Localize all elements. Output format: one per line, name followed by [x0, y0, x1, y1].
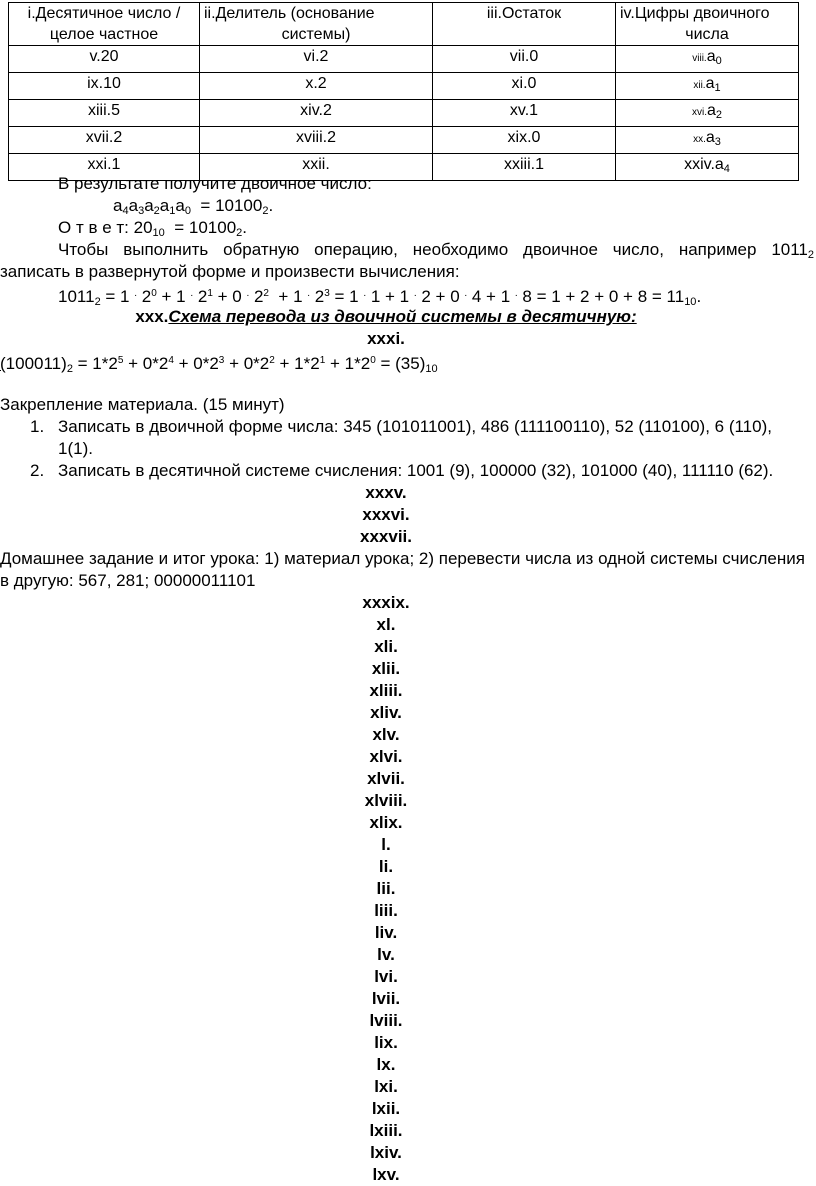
table-row [9, 46, 799, 73]
roman-numeral: lvii. [371, 989, 401, 1008]
table-cell: $xx.a_3$ [616, 127, 799, 154]
list-item-1: 1. [30, 417, 45, 436]
table-cell: xxiii.1 [433, 154, 616, 181]
roman-numeral: xxxvii. [360, 527, 412, 546]
table-cell: x.2 [200, 73, 433, 100]
header-decimal: i.Десятичное число / целое частное [9, 3, 200, 46]
list-item-1-continuation: 1(1). [58, 439, 93, 458]
roman-numeral: lix. [374, 1033, 398, 1052]
table-cell: $xxiv.a_4$ [616, 154, 799, 181]
table-header-row [9, 3, 799, 46]
roman-numeral: xxxvi. [362, 505, 410, 524]
roman-numeral: lxv. [372, 1165, 400, 1184]
list-item-2: 2. [30, 461, 45, 480]
table-cell: v.20 [9, 46, 200, 73]
header-binary-digits: iv.Цифры двоичного числа [616, 3, 799, 46]
expanded-form-calculation: $1011_2 = 1$ . $2^0 + 1$ . $2^1 + 0$ . $2^2 + 1$ . $2^3 = 1$ . 1 + 1 . 2 + 0 . 4 + 1 . $8 = 1 + 2 + 0 + 8 = 11_{10}$. [58, 287, 702, 308]
roman-numeral: xlvii. [367, 769, 405, 788]
binary-to-decimal-formula: $(100011)_2 = 1*2^5 + 0*2^4 + 0*2^3 + 0*2^2 + 1*2^1 + 1*2^0 = (35)_{10}$ [0, 354, 438, 375]
table-cell: $xvi.a_2$ [616, 100, 799, 127]
roman-numeral: lxi. [374, 1077, 398, 1096]
binary-result-formula: $a_4a_3a_2a_1a_0 = 10100_2$. [113, 196, 274, 217]
roman-numeral: xliii. [369, 681, 403, 700]
roman-numeral: xl. [376, 615, 396, 634]
roman-numeral: xli. [374, 637, 398, 656]
table-row [9, 100, 799, 127]
homework-line2: в другую: 567, 281; 00000011101 [0, 571, 256, 590]
table-cell: $viii.a_0$ [616, 46, 799, 73]
table-cell: xxii. [200, 154, 433, 181]
header-remainder: iii.Остаток [433, 3, 616, 46]
table-row [9, 73, 799, 100]
roman-numeral: xliv. [370, 703, 402, 722]
roman-numeral: lxii. [371, 1099, 401, 1118]
table-cell: xiii.5 [9, 100, 200, 127]
table-cell: ix.10 [9, 73, 200, 100]
answer-line: О т в е т: $20_{10} = 10100_2$. [58, 218, 248, 239]
roman-numeral: xxxix. [362, 593, 410, 612]
result-intro: В результате получите двоичное число: [58, 174, 372, 193]
roman-numeral: lii. [376, 879, 396, 898]
reverse-operation-line1: Чтобы выполнить обратную операцию, необходимо двоичное число, например $1011_2$ [58, 240, 814, 261]
table-cell: xxi.1 [9, 154, 200, 181]
roman-numeral: lviii. [369, 1011, 403, 1030]
roman-numeral: li. [378, 857, 394, 876]
roman-numeral: xlv. [372, 725, 400, 744]
table-cell: xi.0 [433, 73, 616, 100]
roman-numeral: xlix. [369, 813, 403, 832]
table-cell: $xii.a_1$ [616, 73, 799, 100]
table-cell: vii.0 [433, 46, 616, 73]
table-cell: xviii.2 [200, 127, 433, 154]
roman-numeral: lx. [376, 1055, 396, 1074]
roman-numeral: liii. [374, 901, 398, 920]
roman-numeral: lvi. [374, 967, 398, 986]
reverse-operation-line2: записать в развернутой форме и произвести вычисления: [0, 262, 460, 281]
roman-numeral: xxxv. [365, 483, 407, 502]
roman-numeral: l. [381, 835, 391, 854]
table-cell: xix.0 [433, 127, 616, 154]
roman-numeral: liv. [374, 923, 398, 942]
homework-line1: Домашнее задание и итог урока: 1) материал урока; 2) перевести числа из одной системы счисления [0, 549, 805, 568]
table-cell: xiv.2 [200, 100, 433, 127]
roman-numeral: xlvi. [369, 747, 403, 766]
table-cell: xvii.2 [9, 127, 200, 154]
roman-numeral: lv. [377, 945, 395, 964]
roman-numeral: xlviii. [364, 791, 408, 810]
roman-numeral: lxiii. [369, 1121, 403, 1140]
table-cell: xv.1 [433, 100, 616, 127]
header-divisor: ii.Делитель (основание системы) [200, 3, 433, 46]
table-row [9, 127, 799, 154]
list-item-1-text: Записать в двоичной форме числа: 345 (101011001), 486 (111100110), 52 (110100), 6 (110), [58, 417, 772, 436]
binary-conversion-table [8, 2, 799, 181]
list-item-2-text: Записать в десятичной системе счисления: 1001 (9), 100000 (32), 101000 (40), 111110 (62). [58, 461, 774, 480]
table-cell: vi.2 [200, 46, 433, 73]
consolidation-heading: Закрепление материала. (15 минут) [0, 395, 285, 414]
section-heading: xxx.Схема перевода из двоичной системы в десятичную: [135, 307, 637, 326]
roman-numeral: lxiv. [370, 1143, 402, 1162]
roman-numeral-xxxi: xxxi. [367, 329, 405, 348]
roman-numeral: xlii. [371, 659, 401, 678]
